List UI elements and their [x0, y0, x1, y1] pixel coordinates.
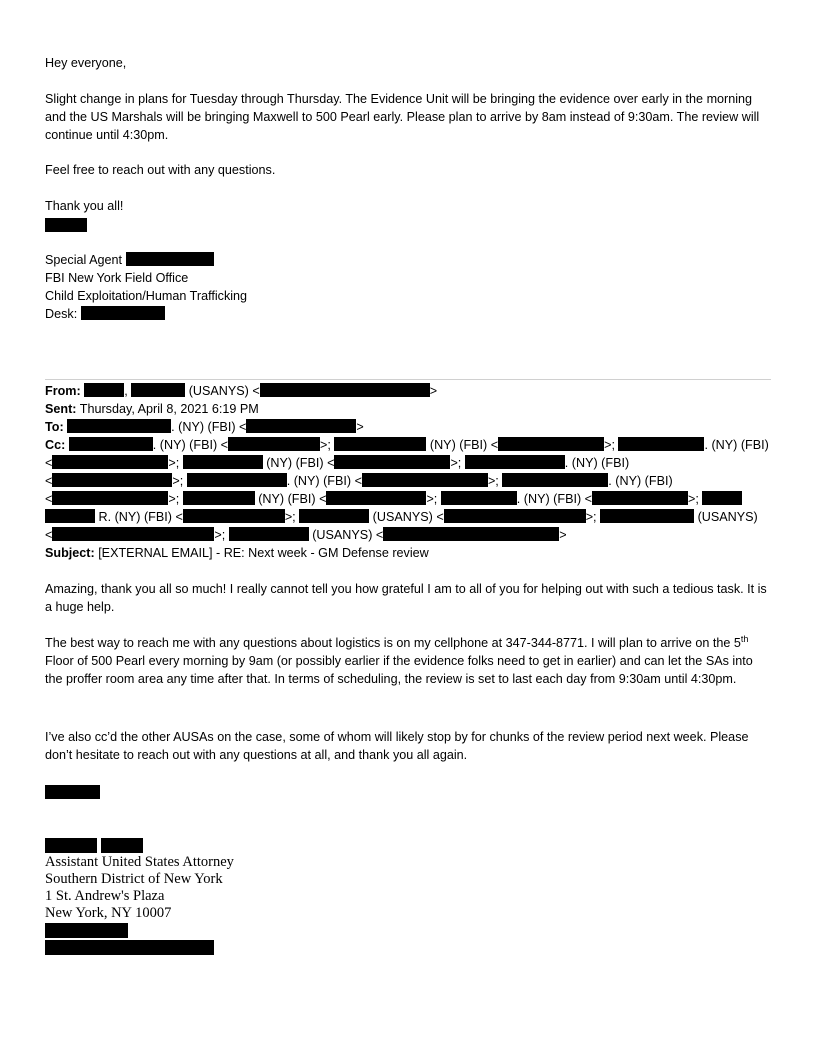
redaction-agent-name: [126, 252, 214, 266]
cc-text: >;: [168, 456, 180, 470]
cc-text: >: [559, 528, 567, 542]
cc-text: <: [45, 456, 53, 470]
to-org: . (NY) (FBI) <: [171, 420, 247, 434]
redaction: [444, 509, 586, 523]
redaction: [52, 491, 168, 505]
desk-label: Desk:: [45, 307, 78, 321]
cc-text: >;: [320, 438, 331, 452]
cc-text: (NY) (FBI) <: [258, 492, 327, 506]
greeting: Hey everyone,: [45, 56, 127, 70]
from-comma: ,: [124, 384, 128, 398]
redaction: [383, 527, 559, 541]
redaction: [600, 509, 694, 523]
subject-value: [EXTERNAL EMAIL] - RE: Next week - GM Defense review: [98, 546, 429, 560]
redaction: [299, 509, 369, 523]
cc-text: >;: [284, 510, 296, 524]
cc-text: >;: [604, 438, 615, 452]
cc-text: . (NY) (FBI) <: [152, 438, 229, 452]
signature-office: FBI New York Field Office: [45, 271, 189, 285]
redaction: [69, 437, 153, 451]
redaction-ausa-last-name: [101, 838, 143, 853]
redaction: [334, 455, 450, 469]
redaction: [67, 419, 171, 433]
redaction: [260, 383, 430, 397]
reply-paragraph-1: Amazing, thank you all so much! I really cannot tell you how grateful I am to all of you for helping out with such a tedious task. It is a huge help.: [45, 582, 767, 614]
cc-text: <: [45, 492, 53, 506]
redaction: [326, 491, 426, 505]
ausa-city: New York, NY 10007: [45, 905, 172, 921]
cc-text: >;: [688, 492, 699, 506]
to-label: To:: [45, 420, 64, 434]
cc-text: >;: [450, 456, 462, 470]
to-line: [45, 418, 364, 436]
cc-text: (USANYS) <: [312, 528, 384, 542]
redaction: [334, 437, 426, 451]
sent-value: Thursday, April 8, 2021 6:19 PM: [79, 402, 259, 416]
cc-text: . (NY) (FBI): [704, 438, 769, 452]
cc-text: R. (NY) (FBI) <: [98, 510, 183, 524]
reply-paragraph-3: I’ve also cc’d the other AUSAs on the case, some of whom will likely stop by for chunks of the review period next week. Please don’t hesitate to reach out with any questions at all, and thank you all again.: [45, 730, 749, 762]
reply-p2-text: The best way to reach me with any questions about logistics is on my cellphone at 347-344-8771. I will plan to arrive on the 5: [45, 636, 741, 650]
to-close: >: [356, 420, 364, 434]
cc-line-4: [45, 490, 742, 508]
redaction: [52, 455, 168, 469]
header-divider: [45, 379, 771, 380]
reply-paragraph-2: [45, 634, 773, 688]
redaction-desk-number: [81, 306, 165, 320]
cc-text: >;: [214, 528, 226, 542]
redaction-ausa-email: [45, 940, 214, 955]
ausa-district: Southern District of New York: [45, 871, 223, 887]
redaction: [187, 473, 287, 487]
from-org: (USANYS) <: [188, 384, 260, 398]
redaction: [183, 455, 263, 469]
cc-text: (USANYS): [697, 510, 758, 524]
cc-text: (USANYS) <: [372, 510, 444, 524]
from-label: From:: [45, 384, 81, 398]
redaction: [183, 509, 285, 523]
redaction-sender-name: [45, 218, 87, 232]
signature-title: Special Agent: [45, 253, 123, 267]
redaction: [52, 473, 172, 487]
redaction: [498, 437, 604, 451]
signature-unit: Child Exploitation/Human Trafficking: [45, 289, 248, 303]
redaction: [84, 383, 124, 397]
cc-text: >;: [168, 492, 180, 506]
subject-line: [45, 544, 429, 562]
cc-line-1: [45, 436, 769, 454]
cc-text: >;: [426, 492, 438, 506]
redaction: [228, 437, 320, 451]
cc-text: . (NY) (FBI): [564, 456, 630, 470]
cc-text: . (NY) (FBI) <: [516, 492, 593, 506]
from-close: >: [429, 384, 438, 398]
ausa-street: 1 St. Andrew's Plaza: [45, 888, 165, 904]
cc-text: >;: [585, 510, 597, 524]
redaction: [502, 473, 608, 487]
cc-line-2: [45, 454, 629, 472]
redaction: [618, 437, 704, 451]
redaction: [465, 455, 565, 469]
questions-line: Feel free to reach out with any questions.: [45, 163, 276, 177]
cc-text: <: [45, 474, 53, 488]
cc-text: >;: [487, 474, 499, 488]
redaction-reply-name: [45, 785, 100, 799]
reply-p2-text: Floor of 500 Pearl every morning by 9am (or possibly earlier if the evidence folks need to get in earlier) and can let the SAs into the proffer room area any time after that. In terms of scheduling, the review is set to last each day from 9:30am until 4:30pm.: [45, 654, 753, 686]
cc-text: >;: [172, 474, 184, 488]
cc-line-6: [45, 526, 567, 544]
subject-label: Subject:: [45, 546, 95, 560]
redaction: [52, 527, 214, 541]
redaction: [246, 419, 356, 433]
cc-text: . (NY) (FBI) <: [286, 474, 362, 488]
cc-text: <: [45, 528, 53, 542]
superscript: th: [740, 633, 749, 644]
redaction: [183, 491, 255, 505]
change-of-plans-paragraph: Slight change in plans for Tuesday through Thursday. The Evidence Unit will be bringing the evidence over early in the morning and the US Marshals will be bringing Maxwell to 500 Pearl early. Please plan to arrive by 8am instead of 9:30am. The review will continue until 4:30pm.: [45, 92, 760, 142]
cc-text: . (NY) (FBI): [608, 474, 673, 488]
cc-text: (NY) (FBI) <: [429, 438, 499, 452]
cc-line-3: [45, 472, 673, 490]
ausa-title: Assistant United States Attorney: [45, 854, 234, 870]
cc-text: (NY) (FBI) <: [266, 456, 335, 470]
redaction: [592, 491, 688, 505]
cc-label: Cc:: [45, 438, 66, 452]
signature-agent-line: [45, 251, 214, 269]
cc-line-5: [45, 508, 758, 526]
redaction: [441, 491, 517, 505]
sent-label: Sent:: [45, 402, 77, 416]
redaction: [45, 509, 95, 523]
redaction: [131, 383, 185, 397]
sent-line: [45, 400, 259, 418]
from-line: [45, 382, 437, 400]
redaction: [362, 473, 488, 487]
thanks-line: Thank you all!: [45, 199, 124, 213]
signature-desk-line: [45, 305, 165, 323]
redaction: [702, 491, 742, 505]
redaction-ausa-phone: [45, 923, 128, 938]
redaction-ausa-first-name: [45, 838, 97, 853]
redaction: [229, 527, 309, 541]
